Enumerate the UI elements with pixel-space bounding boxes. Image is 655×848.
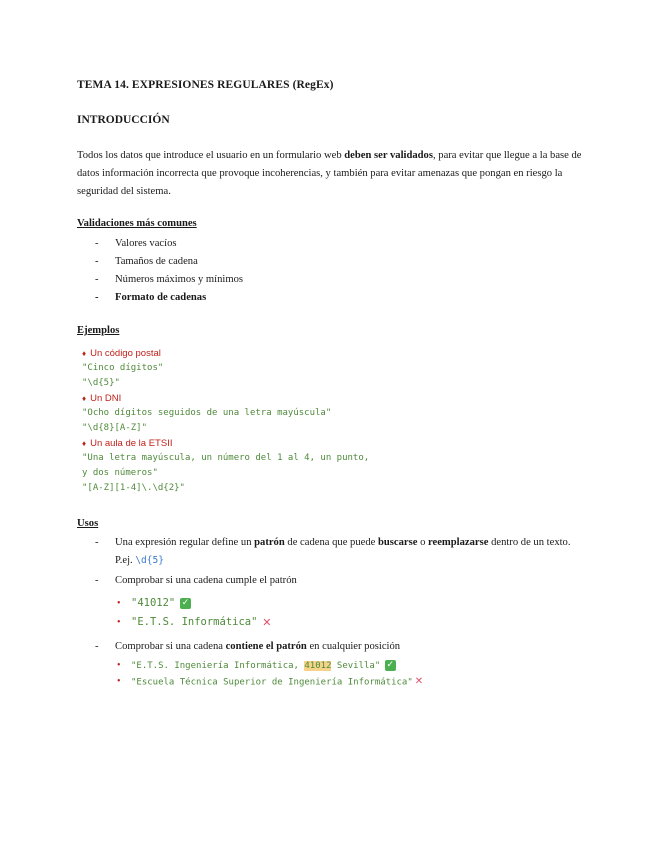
ejemplos-heading: Ejemplos: [77, 325, 120, 336]
bullet-icon: •: [117, 598, 121, 609]
usos-heading: Usos: [77, 518, 99, 529]
bullet-icon: •: [117, 676, 121, 688]
list-item: - Formato de cadenas: [95, 289, 243, 307]
list-item: - Comprobar si una cadena contiene el patrón en cualquier posición • "E.T.S. Ingeniería Informática, 41012 Sevilla" ✓ • "Escuela Técnica Superior de Ingeniería Informática" ✕: [95, 638, 587, 690]
list-item: • "41012" ✓: [115, 594, 587, 613]
sub-list: [115, 594, 587, 632]
section-heading: INTRODUCCIÓN: [77, 114, 170, 126]
example-code: "[A-Z][1-4]\.\d{2}": [82, 483, 185, 493]
page-title: TEMA 14. EXPRESIONES REGULARES (RegEx): [77, 79, 334, 91]
usos-list: [95, 534, 587, 690]
list-item: - Tamaños de cadena: [95, 253, 243, 271]
examples-block: [82, 346, 502, 496]
example-code: "Una letra mayúscula, un número del 1 al 4, un punto,: [82, 453, 370, 463]
diamond-icon: ♦: [82, 394, 87, 403]
example-code: "\d{5}": [82, 378, 120, 388]
list-item: • "E.T.S. Ingeniería Informática, 41012 Sevilla" ✓: [115, 658, 587, 674]
list-item: - Una expresión regular define un patrón de cadena que puede buscarse o reemplazarse dentro de un texto. P.ej. \d{5}: [95, 537, 571, 566]
validaciones-list: [95, 235, 243, 307]
example-label: ♦ Un DNI: [82, 393, 122, 404]
check-icon: ✓: [181, 597, 190, 608]
check-icon: ✓: [386, 660, 395, 671]
cross-icon: ✕: [414, 676, 424, 688]
bullet-icon: •: [117, 617, 121, 628]
list-item: - Números máximos y mínimos: [95, 271, 243, 289]
validaciones-heading: Validaciones más comunes: [77, 218, 197, 229]
intro-bold: deben ser validados: [344, 150, 433, 161]
intro-paragraph: Todos los datos que introduce el usuario en un formulario web deben ser validados, para evitar que llegue a la base de datos información incorrecta que provoque incoherencias, y también para evitar amenazas que pongan en riesgo la seguridad del sistema.: [77, 150, 582, 197]
example-label: ♦ Un aula de la ETSII: [82, 438, 173, 449]
example-code: "Cinco dígitos": [82, 363, 164, 373]
example-code: "Ocho dígitos seguidos de una letra mayúscula": [82, 408, 332, 418]
example-label: ♦ Un código postal: [82, 348, 161, 359]
list-item: - Comprobar si una cadena cumple el patrón • "41012" ✓ • "E.T.S. Informática" ✕: [95, 572, 587, 632]
cross-icon: ✕: [262, 616, 272, 629]
highlighted-match: 41012: [304, 661, 332, 672]
diamond-icon: ♦: [82, 349, 87, 358]
list-item: • "E.T.S. Informática" ✕: [115, 613, 587, 632]
diamond-icon: ♦: [82, 439, 87, 448]
example-code: y dos números": [82, 468, 158, 478]
sub-list: [115, 658, 587, 690]
example-code: "\d{8}[A-Z]": [82, 423, 148, 433]
bullet-icon: •: [117, 660, 121, 672]
list-item: • "Escuela Técnica Superior de Ingeniería Informática" ✕: [115, 674, 587, 690]
list-item: - Valores vacíos: [95, 235, 243, 253]
inline-code: \d{5}: [135, 555, 164, 566]
